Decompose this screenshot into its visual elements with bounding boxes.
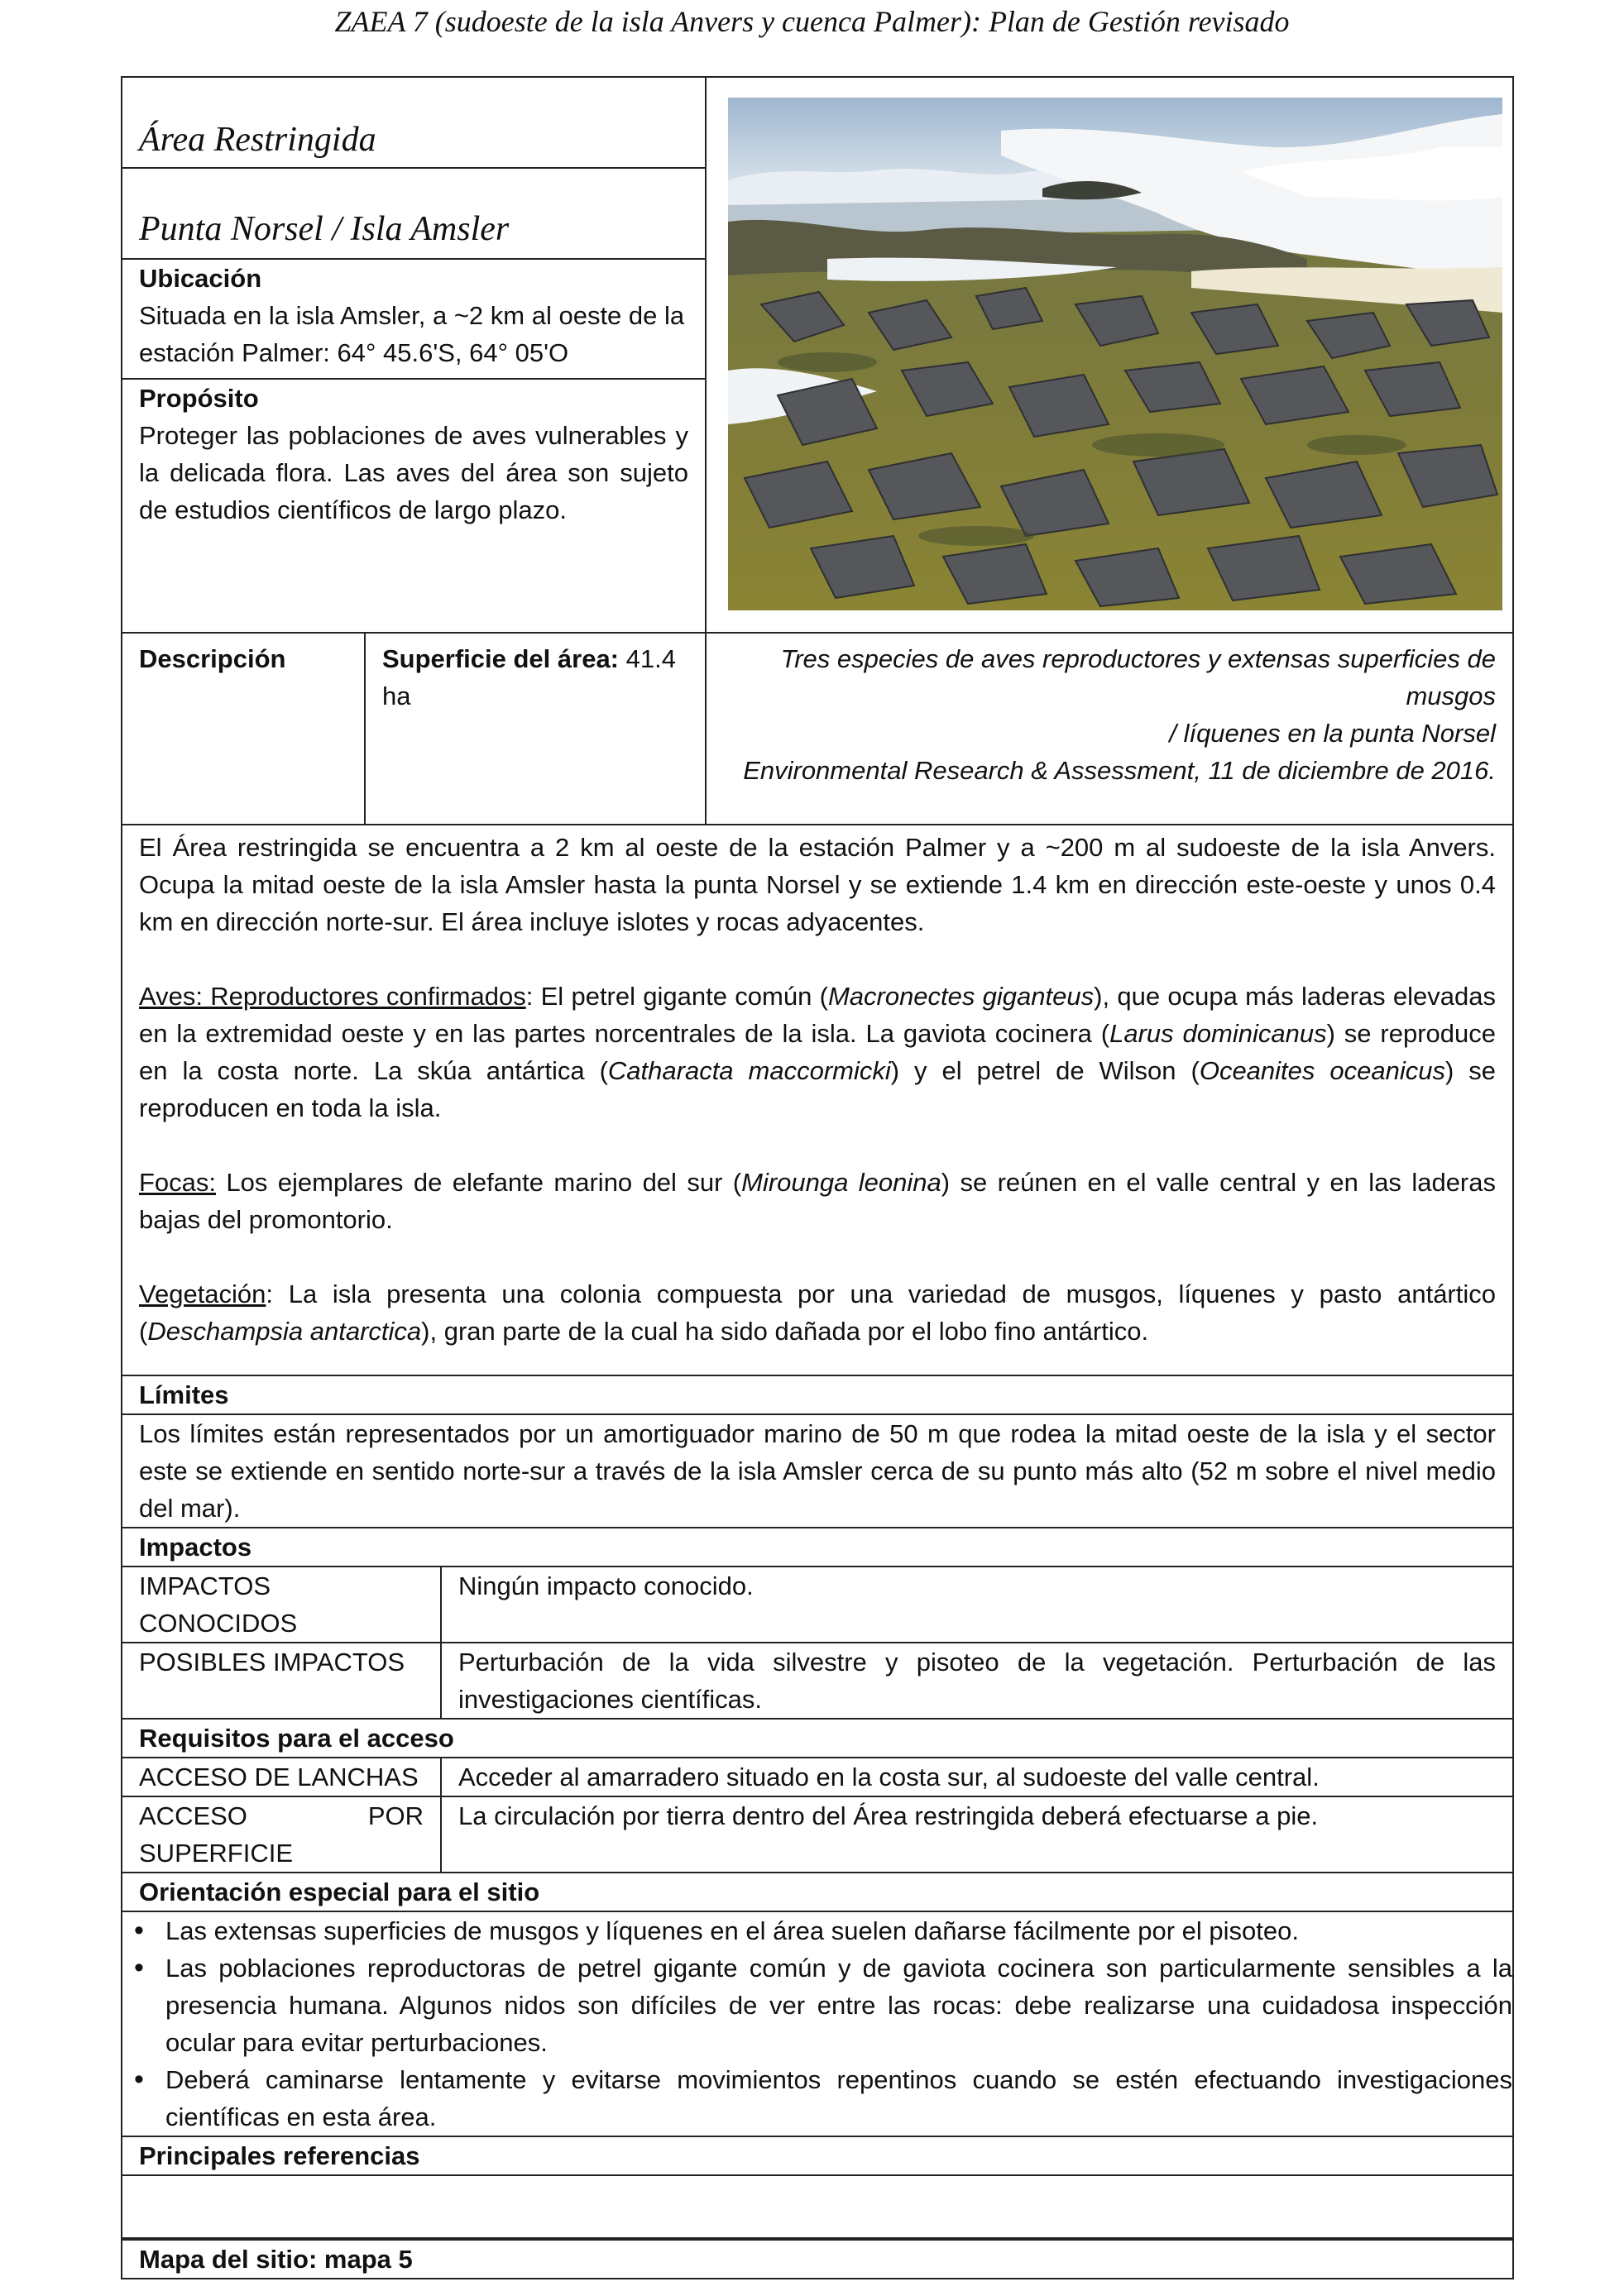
purpose-cell [122,378,705,632]
surface-access-label: ACCESO POR SUPERFICIE [122,1797,442,1872]
limits-text: Los límites están representados por un amortiguador marino de 50 m que rodea la mitad oeste de la isla y el sector este se extiende en sentido norte-sur a través de la isla Amsler cerca de su punto más alto (52 m sobre el nivel medio del mar). [139,1419,1496,1523]
species-name: Deschampsia antarctica [147,1317,422,1346]
photo-caption [707,640,1512,789]
location-label: Ubicación [139,264,262,293]
seals-heading: Focas: [139,1168,217,1197]
location-text: Situada en la isla Amsler, a ~2 km al oeste de la estación Palmer: 64° 45.6'S, 64° 05'O [139,301,685,367]
area-size-cell [366,634,707,824]
species-name: Mirounga leonina [741,1168,941,1197]
birds-heading: Aves: Reproductores confirmados [139,982,526,1011]
description-intro: El Área restringida se encuentra a 2 km al oeste de la estación Palmer y a ~200 m al sudoeste de la isla Anvers. Ocupa la mitad oeste de la isla Amsler hasta la punta Norsel y se extiende 1.4 km en dirección este-oeste y unos 0.4 km en dirección norte-sur. El área incluye islotes y rocas adyacentes. [139,833,1496,936]
location-cell [122,258,705,378]
title-column [122,78,707,632]
species-name: Catharacta maccormicki [607,1056,891,1085]
access-label: Requisitos para el acceso [139,1724,454,1753]
known-impacts-text: Ningún impacto conocido. [458,1571,754,1600]
guidance-label: Orientación especial para el sitio [139,1877,540,1906]
guidance-header [122,1872,1512,1911]
description-body [122,824,1512,1375]
site-guidance-table [121,76,1514,2279]
boat-access-label: ACCESO DE LANCHAS [122,1758,442,1796]
limits-body [122,1413,1512,1527]
photo-caption-line-2: / líquenes en la punta Norsel [1169,719,1496,748]
area-category: Área Restringida [139,121,376,159]
species-name: Oceanites oceanicus [1199,1056,1445,1085]
description-label-cell [122,634,366,824]
site-photo [728,98,1502,610]
purpose-label: Propósito [139,384,259,413]
possible-impacts-label: POSIBLES IMPACTOS [122,1643,442,1718]
seals-paragraph: Focas: Los ejemplares de elefante marino del sur (Mirounga leonina) se reúnen en el valle central y en las laderas bajas del promontorio. [139,1168,1496,1234]
boat-access-text: Acceder al amarradero situado en la costa sur, al sudoeste del valle central. [458,1763,1320,1791]
references-label: Principales referencias [139,2141,420,2170]
species-name: Larus dominicanus [1109,1019,1327,1048]
surface-access-row [122,1796,1512,1872]
guidance-list [122,1912,1512,2136]
area-size-label: Superficie del área: [382,644,620,673]
list-item: • Las extensas superficies de musgos y líquenes en el área suelen dañarse fácilmente por el pisoteo. [122,1912,1512,1949]
surface-access-text: La circulación por tierra dentro del Área restringida deberá efectuarse a pie. [458,1801,1319,1830]
references-body [122,2174,1512,2237]
photo-column [707,78,1512,632]
possible-impacts-row [122,1642,1512,1718]
species-name: Macronectes giganteus [827,982,1095,1011]
area-size-value: 41.4 ha [382,644,676,710]
known-impacts-row [122,1566,1512,1642]
guidance-body [122,1911,1512,2136]
description-row [122,632,1512,824]
birds-paragraph: Aves: Reproductores confirmados: El petrel gigante común (Macronectes giganteus), que ocupa más laderas elevadas en la extremidad oeste y en las partes norcentrales de la isla. La gaviota cocinera (Larus dominicanus) se reproduce en la costa norte. La skúa antártica (Catharacta maccormicki) y el petrel de Wilson (Oceanites oceanicus) se reproducen en toda la isla. [139,982,1497,1122]
site-photo-image [728,98,1502,610]
area-name: Punta Norsel / Isla Amsler [122,167,705,258]
access-header [122,1718,1512,1757]
list-item: • Las poblaciones reproductoras de petrel gigante común y de gaviota cocinera son particularmente sensibles a la presencia humana. Algunos nidos son difíciles de ver entre las rocas: debe realizarse una cuidadosa inspección ocular para evitar perturbaciones. [122,1949,1512,2061]
impacts-header [122,1527,1512,1566]
list-item: • Deberá caminarse lentamente y evitarse movimientos repentinos cuando se estén efectuando investigaciones científicas en esta área. [122,2061,1512,2136]
photo-caption-line-1: Tres especies de aves reproductores y extensas superficies de musgos [780,644,1496,710]
references-header [122,2136,1512,2174]
boat-access-row [122,1757,1512,1796]
known-impacts-label: IMPACTOS CONOCIDOS [122,1567,442,1642]
photo-caption-cell [707,634,1512,824]
vegetation-heading: Vegetación [139,1280,266,1308]
site-map-row [122,2237,1512,2278]
limits-label: Límites [139,1380,229,1409]
limits-header [122,1375,1512,1413]
purpose-text: Proteger las poblaciones de aves vulnerables y la delicada flora. Las aves del área son sujeto de estudios científicos de largo plazo. [139,421,688,524]
site-map-label: Mapa del sitio: mapa 5 [139,2245,413,2274]
running-header: ZAEA 7 (sudoeste de la isla Anvers y cuenca Palmer): Plan de Gestión revisado [334,5,1290,38]
top-section [122,78,1512,632]
vegetation-paragraph: Vegetación: La isla presenta una colonia compuesta por una variedad de musgos, líquenes y pasto antártico (Deschampsia antarctica), gran parte de la cual ha sido dañada por el lobo fino antártico. [139,1280,1496,1346]
description-label: Descripción [139,644,286,673]
possible-impacts-text: Perturbación de la vida silvestre y pisoteo de la vegetación. Perturbación de las investigaciones científicas. [458,1648,1496,1714]
area-size [366,640,705,715]
impacts-label: Impactos [139,1533,252,1562]
photo-caption-line-3: Environmental Research & Assessment, 11 de diciembre de 2016. [743,756,1496,785]
